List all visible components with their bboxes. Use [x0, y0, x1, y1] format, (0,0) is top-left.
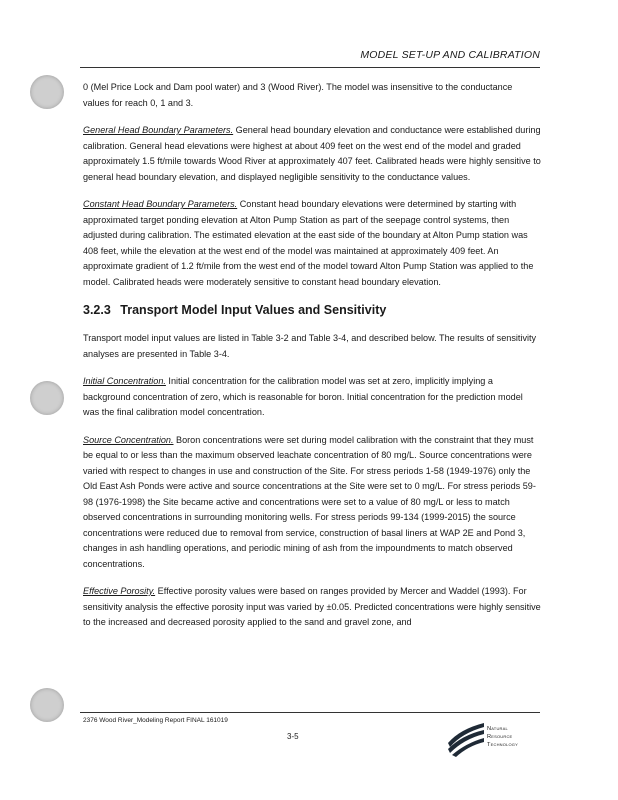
footer-file-name: 2376 Wood River_Modeling Report FINAL 161019	[83, 717, 228, 724]
header-rule	[80, 67, 540, 68]
section-title: Transport Model Input Values and Sensitivity	[120, 303, 387, 317]
page-body	[83, 80, 541, 643]
initial-concentration-body: Initial concentration for the calibration model was set at zero, implicitly implying a background concentration of zero, which is reasonable for boron. Initial concentration for the prediction model was the final calibration model concentration.	[83, 376, 523, 417]
effective-porosity-title: Effective Porosity.	[83, 586, 156, 596]
general-head-body: General head boundary elevation and conductance were established during calibration. General head elevations were highest at about 409 feet on the west end of the model and graded approximately 1.5 ft/mile towards Wood River at approximately 407 feet. Calibrated heads were highly sensitive to general head boundary elevation, and displayed negligible sensitivity to the conductance values.	[83, 125, 541, 182]
binder-hole-top	[30, 75, 64, 109]
paragraph-general-head	[83, 123, 541, 185]
section-number: 3.2.3	[83, 303, 111, 317]
logo-text	[487, 725, 518, 749]
paragraph-initial-concentration	[83, 374, 541, 421]
logo-line-2: Resource	[487, 734, 513, 740]
logo-line-3: Technology	[487, 742, 518, 748]
company-logo	[446, 717, 536, 757]
binder-hole-middle	[30, 381, 64, 415]
initial-concentration-title: Initial Concentration.	[83, 376, 166, 386]
page-number: 3-5	[287, 732, 299, 741]
logo-line-1: Natural	[487, 726, 508, 732]
logo-swoosh-icon	[446, 717, 486, 757]
paragraph-effective-porosity	[83, 584, 541, 631]
constant-head-title: Constant Head Boundary Parameters.	[83, 199, 238, 209]
source-concentration-body: Boron concentrations were set during model calibration with the constraint that they must be equal to or less than the maximum observed leachate concentration of 80 mg/L. Source concentrations were varied with respect to changes in use and construction of the Site. For stress periods 1-58 (1949-1976) only the Old East Ash Ponds were active and source concentrations at the Site were set to 0 mg/L. For stress periods 59-98 (1976-1998) the Site became active and concentrations were set to a value of 80 mg/L or less to match observed concentrations in surrounding monitoring wells. For stress periods 99-134 (1999-2015) the source concentrations were reduced due to removal from service, construction of basal liners at WAP 2E and Pond 3, changes in ash handling operations, and periodic mining of ash from the impoundments to match observed concentrations.	[83, 434, 536, 569]
paragraph-continuation: 0 (Mel Price Lock and Dam pool water) and 3 (Wood River). The model was insensitive to the conductance values for reach 0, 1 and 3.	[83, 82, 513, 108]
constant-head-body: Constant head boundary elevations were determined by starting with approximated target ponding elevation at Alton Pump Station as part of the seepage control systems, then adjusted during calibration. The estimated elevation at the east side of the boundary at Alton Pump station was 408 feet, while the elevation at the west end of the model was maintained at approximately 409 feet. An approximate gradient of 1.2 ft/mile from the west end of the model toward Alton Pump Station was applied to the model. Calibrated heads were moderately sensitive to constant head boundary elevation.	[83, 199, 534, 287]
paragraph-constant-head	[83, 197, 541, 290]
effective-porosity-body: Effective porosity values were based on ranges provided by Mercer and Waddel (1993). For sensitivity analysis the effective porosity input was varied by ±0.05. Predicted concentrations were highly sensitive to the increased and decreased porosity applied to the sand and gravel zone, and	[83, 586, 541, 627]
footer-rule	[80, 712, 540, 713]
binder-hole-bottom	[30, 688, 64, 722]
section-heading	[83, 302, 541, 318]
paragraph-source-concentration	[83, 433, 541, 573]
paragraph-transport-intro: Transport model input values are listed in Table 3-2 and Table 3-4, and described below. The results of sensitivity analyses are presented in Table 3-4.	[83, 333, 537, 359]
general-head-title: General Head Boundary Parameters.	[83, 125, 234, 135]
source-concentration-title: Source Concentration.	[83, 434, 174, 445]
running-header: MODEL SET-UP AND CALIBRATION	[360, 49, 540, 61]
